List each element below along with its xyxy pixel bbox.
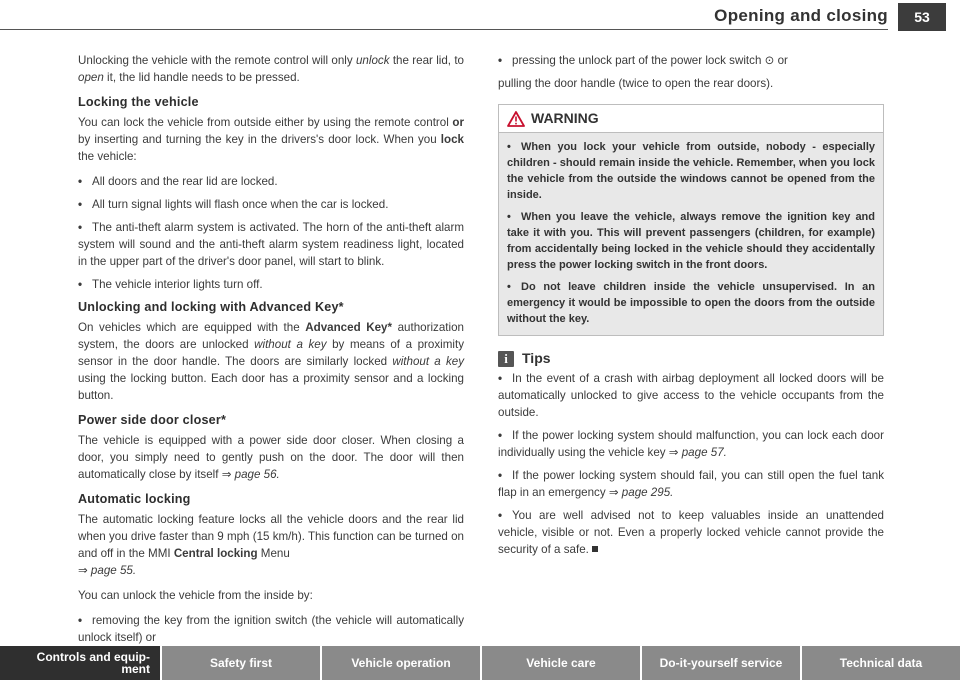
heading-automatic-locking: Automatic locking bbox=[78, 492, 191, 506]
tab-label: Vehicle operation bbox=[351, 656, 451, 670]
list-item-text: The vehicle interior lights turn off. bbox=[92, 278, 263, 291]
automatic-locking-paragraph bbox=[78, 511, 464, 579]
heading-advanced-key: Unlocking and locking with Advanced Key* bbox=[78, 300, 344, 314]
advanced-key-emphasis: without a key bbox=[254, 338, 327, 351]
list-item: • pressing the unlock part of the power lock switch ⊙ or bbox=[498, 54, 788, 67]
locking-emphasis-lock: lock bbox=[440, 133, 464, 146]
left-column bbox=[78, 52, 464, 652]
tab-safety-first[interactable] bbox=[162, 646, 322, 680]
door-handle-paragraph: pulling the door handle (twice to open the rear doors). bbox=[498, 77, 774, 90]
tab-label: Safety first bbox=[209, 656, 273, 670]
list-item: • All turn signal lights will flash once when the car is locked. bbox=[78, 198, 389, 211]
advanced-key-text: using the locking button. Each door has a proximity sensor and a locking button. bbox=[78, 372, 464, 402]
warning-item: • When you leave the vehicle, always remove the ignition key and take it with you. This will prevent passengers (children, for example) from accidentally being locked in the vehicle should they accidentally press the power locking switch in the front doors. bbox=[507, 211, 875, 271]
warning-item-text: Do not leave children inside the vehicle unsupervised. In an emergency it would be impossible to open the doors from the outside without the key. bbox=[507, 281, 875, 325]
automatic-locking-text: Menu bbox=[257, 547, 290, 560]
warning-item: • Do not leave children inside the vehicle unsupervised. In an emergency it would be impossible to open the doors from the outside without the key. bbox=[507, 281, 875, 325]
advanced-key-term: Advanced Key* bbox=[305, 321, 393, 334]
advanced-key-paragraph bbox=[78, 319, 464, 404]
list-item: • removing the key from the ignition switch (the vehicle will automatically unlock itself) or bbox=[78, 614, 464, 644]
list-item-text: removing the key from the ignition switch (the vehicle will automatically unlock itself) or bbox=[78, 614, 464, 644]
locking-text: You can lock the vehicle from outside either by using the remote control bbox=[78, 116, 453, 129]
tip-item: • In the event of a crash with airbag deployment all locked doors will be automatically unlocked to give access to the vehicle occupants from the outside. bbox=[498, 372, 884, 419]
intro-text: it, the lid handle needs to be pressed. bbox=[103, 71, 300, 84]
page-number: 53 bbox=[898, 3, 946, 31]
right-column bbox=[498, 52, 884, 564]
warning-item: • When you lock your vehicle from outside, nobody - especially children - should remain inside the vehicle. Remember, when you lock the vehicle from the outside the windows cannot be opened from the inside. bbox=[507, 141, 875, 201]
page-reference-link[interactable]: ⇒ page 55. bbox=[78, 564, 137, 577]
page-header-title: Opening and closing bbox=[714, 6, 888, 25]
door-closer-paragraph bbox=[78, 432, 464, 483]
page-reference-link[interactable]: ⇒ page 295. bbox=[608, 486, 674, 499]
menu-name: Central locking bbox=[173, 547, 258, 560]
tab-label bbox=[37, 651, 150, 675]
tab-technical-data[interactable] bbox=[802, 646, 960, 680]
list-item: • All doors and the rear lid are locked. bbox=[78, 175, 278, 188]
tip-text: If the power locking system should fail, you can still open the fuel tank flap in an emergency bbox=[498, 469, 884, 499]
unlock-inside-paragraph: You can unlock the vehicle from the inside by: bbox=[78, 589, 313, 602]
list-item-text: All turn signal lights will flash once when the car is locked. bbox=[92, 198, 389, 211]
header-rule bbox=[0, 29, 888, 30]
tips-header bbox=[498, 350, 884, 367]
warning-box bbox=[498, 104, 884, 336]
tab-label: Do-it-yourself service bbox=[659, 656, 783, 670]
list-item-text: All doors and the rear lid are locked. bbox=[92, 175, 278, 188]
list-item-text: The anti-theft alarm system is activated. The horn of the anti-theft alarm system will sound and the anti-theft alarm system readiness light, located in the upper part of the driver's door panel, will start to blink. bbox=[78, 221, 464, 268]
chapter-nav-bar bbox=[0, 646, 960, 680]
tip-text: If the power locking system should malfunction, you can lock each door individually using the vehicle key bbox=[498, 429, 884, 459]
warning-item-text: When you leave the vehicle, always remove the ignition key and take it with you. This will prevent passengers (children, for example) from accidentally being locked in the vehicle should they accidentally press the power locking switch in the front doors. bbox=[507, 211, 875, 271]
locking-text: by inserting and turning the key in the drivers's door lock. When you bbox=[78, 133, 441, 146]
list-item-text: pressing the unlock part of the power lock switch bbox=[512, 54, 765, 67]
heading-door-closer: Power side door closer* bbox=[78, 413, 227, 427]
tab-label: Technical data bbox=[839, 656, 923, 670]
advanced-key-text: by means of a proximity sensor in the door handle. The doors are similarly locked bbox=[78, 338, 464, 368]
tip-item: • If the power locking system should fail, you can still open the fuel tank flap in an emergency ⇒ page 295. bbox=[498, 469, 884, 499]
power-lock-switch-icon: ⊙ bbox=[764, 54, 775, 67]
list-item: • The vehicle interior lights turn off. bbox=[78, 278, 263, 291]
tab-label-line: Controls and equip- bbox=[36, 650, 150, 664]
tip-item: • You are well advised not to keep valuables inside an unattended vehicle, visible or not. Even a properly locked vehicle cannot provide the security of a safe. bbox=[498, 509, 884, 556]
advanced-key-emphasis: without a key bbox=[392, 355, 464, 368]
advanced-key-text: On vehicles which are equipped with the bbox=[78, 321, 306, 334]
locking-emphasis-or: or bbox=[452, 116, 464, 129]
intro-emphasis-unlock: unlock bbox=[355, 54, 390, 67]
tip-text: You are well advised not to keep valuables inside an unattended vehicle, visible or not. Even a properly locked vehicle cannot provide the security of a safe. bbox=[498, 509, 884, 556]
tip-text: In the event of a crash with airbag deployment all locked doors will be automatically unlocked to give access to the vehicle occupants from the outside. bbox=[498, 372, 884, 419]
heading-locking: Locking the vehicle bbox=[78, 95, 199, 109]
tip-item: • If the power locking system should malfunction, you can lock each door individually using the vehicle key ⇒ page 57. bbox=[498, 429, 884, 459]
warning-triangle-icon bbox=[507, 111, 525, 127]
intro-emphasis-open: open bbox=[78, 71, 104, 84]
warning-label: WARNING bbox=[531, 110, 599, 126]
warning-header bbox=[499, 105, 883, 133]
automatic-locking-text: The automatic locking feature locks all the vehicle doors and the rear lid when you drive faster than 9 mph (15 km/h). This function can be turned on and off in the MMI bbox=[78, 513, 464, 560]
intro-paragraph bbox=[78, 52, 464, 86]
info-icon: i bbox=[498, 351, 514, 367]
tab-do-it-yourself-service[interactable] bbox=[642, 646, 802, 680]
page-reference-link[interactable]: ⇒ page 57. bbox=[668, 446, 727, 459]
tab-controls-and-equipment[interactable] bbox=[0, 646, 162, 680]
list-item-text: or bbox=[774, 54, 788, 67]
door-closer-text: The vehicle is equipped with a power side door closer. When closing a door, you simply need to gently push on the door. The door will then automatically close by itself bbox=[78, 434, 464, 481]
list-item: • The anti-theft alarm system is activated. The horn of the anti-theft alarm system will sound and the anti-theft alarm system readiness light, located in the upper part of the driver's door panel, will start to blink. bbox=[78, 221, 464, 268]
intro-text: Unlocking the vehicle with the remote control will only bbox=[78, 54, 356, 67]
tab-vehicle-operation[interactable] bbox=[322, 646, 482, 680]
page-reference-link[interactable]: ⇒ page 56. bbox=[221, 468, 280, 481]
tab-label-line: ment bbox=[121, 662, 150, 676]
advanced-key-text: authorization system, the doors are unlocked bbox=[78, 321, 464, 351]
locking-text: the vehicle: bbox=[78, 150, 137, 163]
tab-label: Vehicle care bbox=[526, 656, 596, 670]
intro-text: the rear lid, to bbox=[389, 54, 465, 67]
locking-paragraph bbox=[78, 114, 464, 165]
warning-body bbox=[499, 133, 883, 335]
end-of-section-icon bbox=[592, 546, 598, 552]
tips-label: Tips bbox=[522, 350, 551, 366]
warning-item-text: When you lock your vehicle from outside, nobody - especially children - should remain inside the vehicle. Remember, when you lock the vehicle from the outside the windows cannot be opened from the inside. bbox=[507, 141, 875, 201]
tab-vehicle-care[interactable] bbox=[482, 646, 642, 680]
